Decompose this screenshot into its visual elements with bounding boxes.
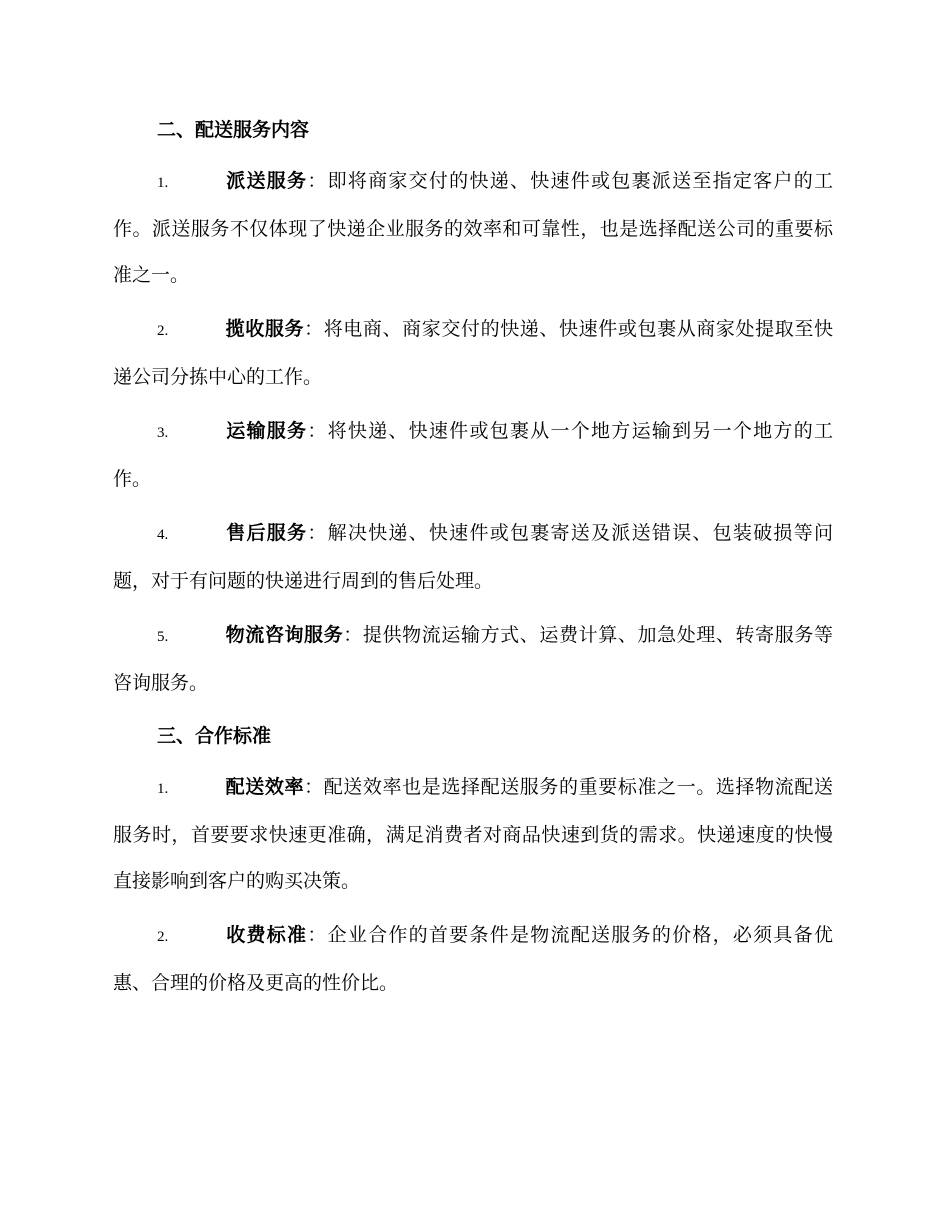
item-term: 物流咨询服务 <box>225 624 344 646</box>
list-item <box>113 408 833 502</box>
item-text: 企业合作的首要条件是物流配送服务的价格，必须具备优惠、合理的价格及更高的性价比。 <box>113 924 833 994</box>
section-heading: 三、合作标准 <box>157 725 272 747</box>
list-item <box>113 510 833 604</box>
document-page <box>113 100 833 1014</box>
item-text: 将电商、商家交付的快递、快速件或包裹从商家处提取至快递公司分拣中心的工作。 <box>113 318 833 388</box>
item-term: 运输服务 <box>225 420 308 442</box>
item-number: 1. <box>157 781 169 797</box>
item-term: 收费标准 <box>225 924 308 946</box>
list-item <box>113 912 833 1006</box>
item-text: 将快递、快速件或包裹从一个地方运输到另一个地方的工作。 <box>113 420 833 490</box>
item-term: 派送服务 <box>225 170 308 192</box>
list-item <box>113 764 833 904</box>
item-term: 揽收服务 <box>225 318 305 340</box>
list-item <box>113 306 833 400</box>
item-separator: ： <box>304 318 324 340</box>
item-number: 2. <box>157 929 169 945</box>
item-text: 即将商家交付的快递、快速件或包裹派送至指定客户的工作。派送服务不仅体现了快递企业服务的效率和可靠性，也是选择配送公司的重要标准之一。 <box>113 170 833 286</box>
item-text: 解决快递、快速件或包裹寄送及派送错误、包装破损等问题，对于有问题的快递进行周到的售后处理。 <box>113 522 833 592</box>
section-heading: 二、配送服务内容 <box>157 119 310 141</box>
section-cooperation-standards <box>113 720 833 1006</box>
list-item <box>113 612 833 706</box>
item-term: 配送效率 <box>225 776 305 798</box>
item-separator: ： <box>307 420 328 442</box>
item-number: 2. <box>157 323 169 339</box>
item-number: 4. <box>157 527 169 543</box>
item-number: 3. <box>157 425 169 441</box>
item-text: 配送效率也是选择配送服务的重要标准之一。选择物流配送服务时，首要要求快速更准确，满足消费者对商品快速到货的需求。快递速度的快慢直接影响到客户的购买决策。 <box>113 776 833 892</box>
item-separator: ： <box>307 522 328 544</box>
item-number: 1. <box>157 175 169 191</box>
item-separator: ： <box>307 170 328 192</box>
section-delivery-services <box>113 114 833 706</box>
item-term: 售后服务 <box>225 522 308 544</box>
list-item <box>113 158 833 298</box>
item-number: 5. <box>157 629 169 645</box>
item-separator: ： <box>304 776 324 798</box>
item-separator: ： <box>307 924 328 946</box>
item-separator: ： <box>343 624 363 646</box>
item-text: 提供物流运输方式、运费计算、加急处理、转寄服务等咨询服务。 <box>113 624 833 694</box>
